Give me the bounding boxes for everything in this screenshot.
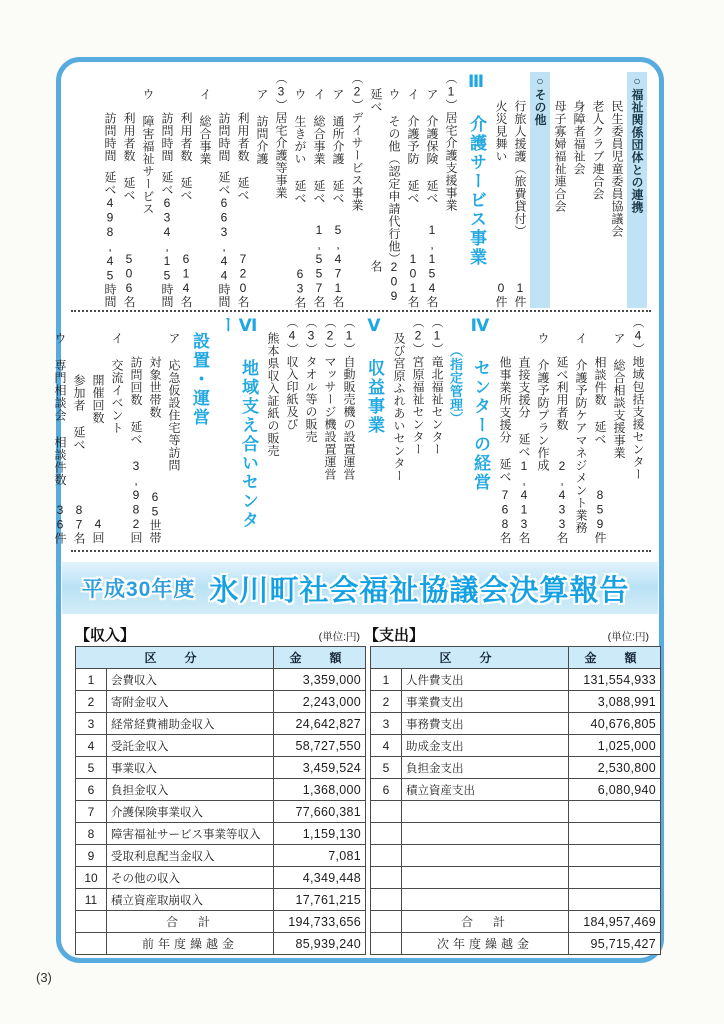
stat-value: 延べ498,45時間 — [103, 171, 117, 308]
expenditure-empty-row — [371, 801, 661, 823]
income-carryover-label: 前年度繰越金 — [107, 933, 274, 955]
expenditure-row: 2 事業費支出 3,088,991 — [371, 691, 661, 713]
expenditure-table — [370, 646, 661, 955]
income-table — [75, 646, 366, 955]
stat-label: 火災見舞い — [494, 100, 508, 163]
section4-center-management-header: Ⅳ センターの経営 — [471, 316, 490, 492]
stat-value: 36件 — [53, 502, 67, 544]
stat-column — [101, 72, 119, 308]
sub-item-title: ウ 介護予防プラン作成 — [536, 332, 550, 472]
expenditure-row: 6 積立資産支出 6,080,940 — [371, 779, 661, 801]
empty-cell — [371, 933, 402, 955]
expenditure-row: 4 助成金支出 1,025,000 — [371, 735, 661, 757]
empty-cell — [569, 867, 661, 889]
empty-cell — [371, 889, 402, 911]
stat-column — [146, 316, 164, 544]
income-carryover-row — [76, 933, 366, 955]
income-row: 8 障害福祉サービス事業等収入 1,159,130 — [76, 823, 366, 845]
stat-label: 訪問回数 延べ — [129, 356, 143, 446]
subsection-title: （2）デイサービス事業 — [350, 72, 364, 212]
fiscal-year-badge: 平成30年度 — [82, 578, 196, 601]
subsection-title: （1）竜北福祉センター — [430, 316, 444, 456]
expenditure-row: 1 人件費支出 131,554,933 — [371, 669, 661, 691]
stat-label: 開催回数 — [91, 374, 105, 424]
income-row: 10 その他の収入 4,349,448 — [76, 867, 366, 889]
income-row: 2 寄附金収入 2,243,000 — [76, 691, 366, 713]
report-title-band — [62, 562, 658, 614]
subsection-title: （1）居宅介護支援事業 — [444, 72, 458, 212]
expenditure-row: 3 事務費支出 40,676,805 — [371, 713, 661, 735]
expenditure-carryover-amount: 95,715,427 — [569, 933, 661, 955]
sub-item-title: イ 交流イベント — [110, 332, 124, 434]
stat-value: 5,471名 — [331, 223, 345, 308]
expenditure-caption-row — [364, 624, 649, 645]
dotted-separator — [71, 550, 651, 552]
sub-item-title: ウ 障害福祉サービス — [141, 88, 155, 215]
stat-column — [215, 72, 233, 308]
welfare-activities-block-2 — [53, 316, 647, 544]
stat-label: ア 通所介護 延べ — [331, 88, 345, 205]
dotted-separator — [71, 310, 651, 312]
empty-cell — [569, 845, 661, 867]
stat-column — [496, 316, 514, 544]
stat-label: 利用者数 延べ — [236, 112, 250, 202]
subsection-title-continued: 及び宮原ふれあいセンター — [392, 332, 406, 482]
org-item: 身障者福祉会 — [572, 100, 586, 175]
stat-column — [291, 72, 309, 308]
stat-label: 対象世帯数 — [148, 356, 162, 419]
income-row: 1 会費収入 3,359,000 — [76, 669, 366, 691]
section3-care-service-header: Ⅲ 介護サービス事業 — [467, 72, 486, 267]
expenditure-col-category: 区 分 — [371, 647, 569, 669]
income-carryover-amount: 85,939,240 — [274, 933, 366, 955]
stat-value: 101名 — [406, 252, 420, 308]
sub-item-title: イ 介護予防ケアマネジメント業務 — [574, 332, 588, 534]
stat-value: 0件 — [494, 281, 508, 308]
designated-management-note: （指定管理） — [448, 344, 463, 425]
stat-value: 859件 — [593, 488, 607, 544]
income-col-amount: 金 額 — [274, 647, 366, 669]
stat-column — [234, 72, 252, 308]
stat-column — [120, 72, 138, 308]
federation-section-header: ○福祉関係団体との連携 — [627, 72, 647, 308]
stat-column — [127, 316, 145, 544]
sub-item-title: イ 総合事業 — [198, 88, 212, 165]
empty-cell — [371, 801, 402, 823]
stat-value: 1,557名 — [312, 223, 326, 308]
empty-cell — [371, 845, 402, 867]
sub-item-title: ア 総合相談支援事業 — [612, 332, 626, 459]
stat-column — [515, 316, 533, 544]
income-unit-note: (単位:円) — [318, 631, 360, 643]
stat-column — [329, 72, 347, 308]
income-row: 5 事業収入 3,459,524 — [76, 757, 366, 779]
expenditure-header-row — [371, 647, 661, 669]
stat-value: 87名 — [72, 502, 86, 544]
expenditure-row: 5 負担金支出 2,530,800 — [371, 757, 661, 779]
empty-cell — [402, 823, 569, 845]
empty-cell — [402, 845, 569, 867]
stat-label: 訪問時間 — [103, 112, 117, 162]
income-col-category: 区 分 — [76, 647, 274, 669]
expenditure-carryover-row — [371, 933, 661, 955]
financial-tables — [75, 646, 657, 955]
expenditure-total-label: 合 計 — [402, 911, 569, 933]
income-row: 6 負担金収入 1,368,000 — [76, 779, 366, 801]
empty-cell — [402, 889, 569, 911]
stat-label: ウ 専門相談会 相談件数 — [53, 332, 67, 486]
table-captions-row — [75, 624, 649, 645]
expenditure-carryover-label: 次年度繰越金 — [402, 933, 569, 955]
expenditure-unit-note: (単位:円) — [607, 631, 649, 643]
stat-column — [511, 72, 529, 308]
org-item: 民生委員児童委員協議会 — [610, 100, 624, 238]
empty-cell — [371, 867, 402, 889]
empty-cell — [569, 823, 661, 845]
expenditure-empty-row — [371, 823, 661, 845]
expenditure-col-amount: 金 額 — [569, 647, 661, 669]
expenditure-total-row — [371, 911, 661, 933]
stat-label: 訪問時間 — [217, 112, 231, 162]
stat-value: 1件 — [513, 281, 527, 308]
stat-label: 行旅人援護（旅費貸付） — [513, 100, 527, 238]
empty-cell — [371, 911, 402, 933]
subsection-title: （2）宮原福祉センター — [411, 316, 425, 456]
subsection-title: （4）収入印紙及び — [285, 316, 299, 431]
stat-column — [553, 316, 571, 544]
income-row: 4 受託金収入 58,727,550 — [76, 735, 366, 757]
org-item: 母子寡婦福祉連合会 — [553, 100, 567, 213]
stat-label: イ 総合事業 延べ — [312, 88, 326, 205]
stat-value: 2,433名 — [555, 459, 569, 544]
income-total-label: 合 計 — [107, 911, 274, 933]
stat-column — [591, 316, 609, 544]
stat-label: 利用者数 延べ — [122, 112, 136, 202]
stat-label: 利用者数 延べ — [179, 112, 193, 202]
subsection-title: （3）タオル等の販売 — [304, 316, 318, 443]
income-row: 3 経常経費補助金収入 24,642,827 — [76, 713, 366, 735]
expenditure-heading: 【支出】 — [364, 627, 425, 644]
subsection-title: （4）地域包括支援センター — [631, 316, 645, 481]
stat-value: 614名 — [179, 252, 193, 308]
stat-value: 65世帯 — [148, 490, 162, 544]
stat-value: 506名 — [122, 252, 136, 308]
stat-value: 4回 — [91, 517, 105, 544]
stat-label: イ 介護予防 延べ — [406, 88, 420, 205]
stat-column — [89, 316, 107, 544]
section6-header-line2: 設置・運営 — [190, 332, 209, 427]
welfare-activities-block-1 — [77, 72, 647, 308]
stat-column — [158, 72, 176, 308]
subsection-title-continued: 熊本県収入証紙の販売 — [266, 332, 280, 457]
section5-revenue-business-header: Ⅴ 収益事業 — [365, 316, 384, 435]
stat-label: 延べ利用者数 — [555, 356, 569, 431]
stat-label: 参加者 延べ — [72, 374, 86, 451]
page-border-frame — [53, 57, 664, 963]
income-total-amount: 194,733,656 — [274, 911, 366, 933]
expenditure-empty-row — [371, 867, 661, 889]
report-title: 氷川町社会福祉協議会決算報告 — [209, 574, 630, 607]
empty-cell — [402, 801, 569, 823]
stat-value: 720名 — [236, 252, 250, 308]
stat-value: 延べ634,15時間 — [160, 171, 174, 308]
stat-column — [492, 72, 510, 308]
income-row: 9 受取利息配当金収入 7,081 — [76, 845, 366, 867]
stat-label: 直接支援分 延べ — [517, 356, 531, 458]
other-section-header: ○その他 — [530, 72, 550, 308]
stat-label: 相談件数 延べ — [593, 356, 607, 446]
stat-column — [51, 316, 69, 544]
empty-cell — [569, 801, 661, 823]
expenditure-empty-row — [371, 845, 661, 867]
stat-value: 延べ663,44時間 — [217, 171, 231, 308]
income-row: 7 介護保険事業収入 77,660,381 — [76, 801, 366, 823]
stat-column — [367, 72, 403, 308]
income-row: 11 積立資産取崩収入 17,761,215 — [76, 889, 366, 911]
org-item: 老人クラブ連合会 — [591, 100, 605, 200]
stat-label: ウ 生きがい 延べ — [293, 88, 307, 205]
income-header-row — [76, 647, 366, 669]
page-number: (3) — [36, 970, 52, 985]
stat-value: 63名 — [293, 266, 307, 308]
subsection-title: （2）マッサージ機設置運営 — [323, 316, 337, 481]
stat-column — [404, 72, 422, 308]
expenditure-total-amount: 184,957,469 — [569, 911, 661, 933]
stat-column — [70, 316, 88, 544]
empty-cell — [76, 911, 107, 933]
sub-item-title: ア 応急仮設住宅等訪問 — [167, 332, 181, 472]
stat-value: 1,413名 — [517, 459, 531, 544]
stat-value: 768名 — [498, 488, 512, 544]
stat-label: ウ その他（認定申請代行他）延べ — [369, 88, 401, 259]
income-total-row — [76, 911, 366, 933]
sub-item-title: ア 訪問介護 — [255, 88, 269, 165]
empty-cell — [76, 933, 107, 955]
empty-cell — [569, 889, 661, 911]
stat-label: 訪問時間 — [160, 112, 174, 162]
stat-column — [423, 72, 441, 308]
stat-label: ア 介護保険 延べ — [425, 88, 439, 205]
expenditure-empty-row — [371, 889, 661, 911]
subsection-title: （1）自動販売機の設置運営 — [342, 316, 356, 481]
stat-value: 3,982回 — [129, 459, 143, 544]
empty-cell — [371, 823, 402, 845]
stat-label: 他事業所支援分 延べ — [498, 356, 512, 483]
subsection-title: （3）居宅介護等事業 — [274, 72, 288, 199]
empty-cell — [402, 867, 569, 889]
income-caption-row — [75, 624, 360, 645]
stat-value: 209名 — [369, 260, 401, 304]
stat-column — [177, 72, 195, 308]
stat-column — [310, 72, 328, 308]
section6-community-center-header: Ⅵ 地域支え合いセンター — [217, 316, 258, 530]
stat-value: 1,154名 — [425, 223, 439, 308]
income-heading: 【収入】 — [75, 627, 136, 644]
